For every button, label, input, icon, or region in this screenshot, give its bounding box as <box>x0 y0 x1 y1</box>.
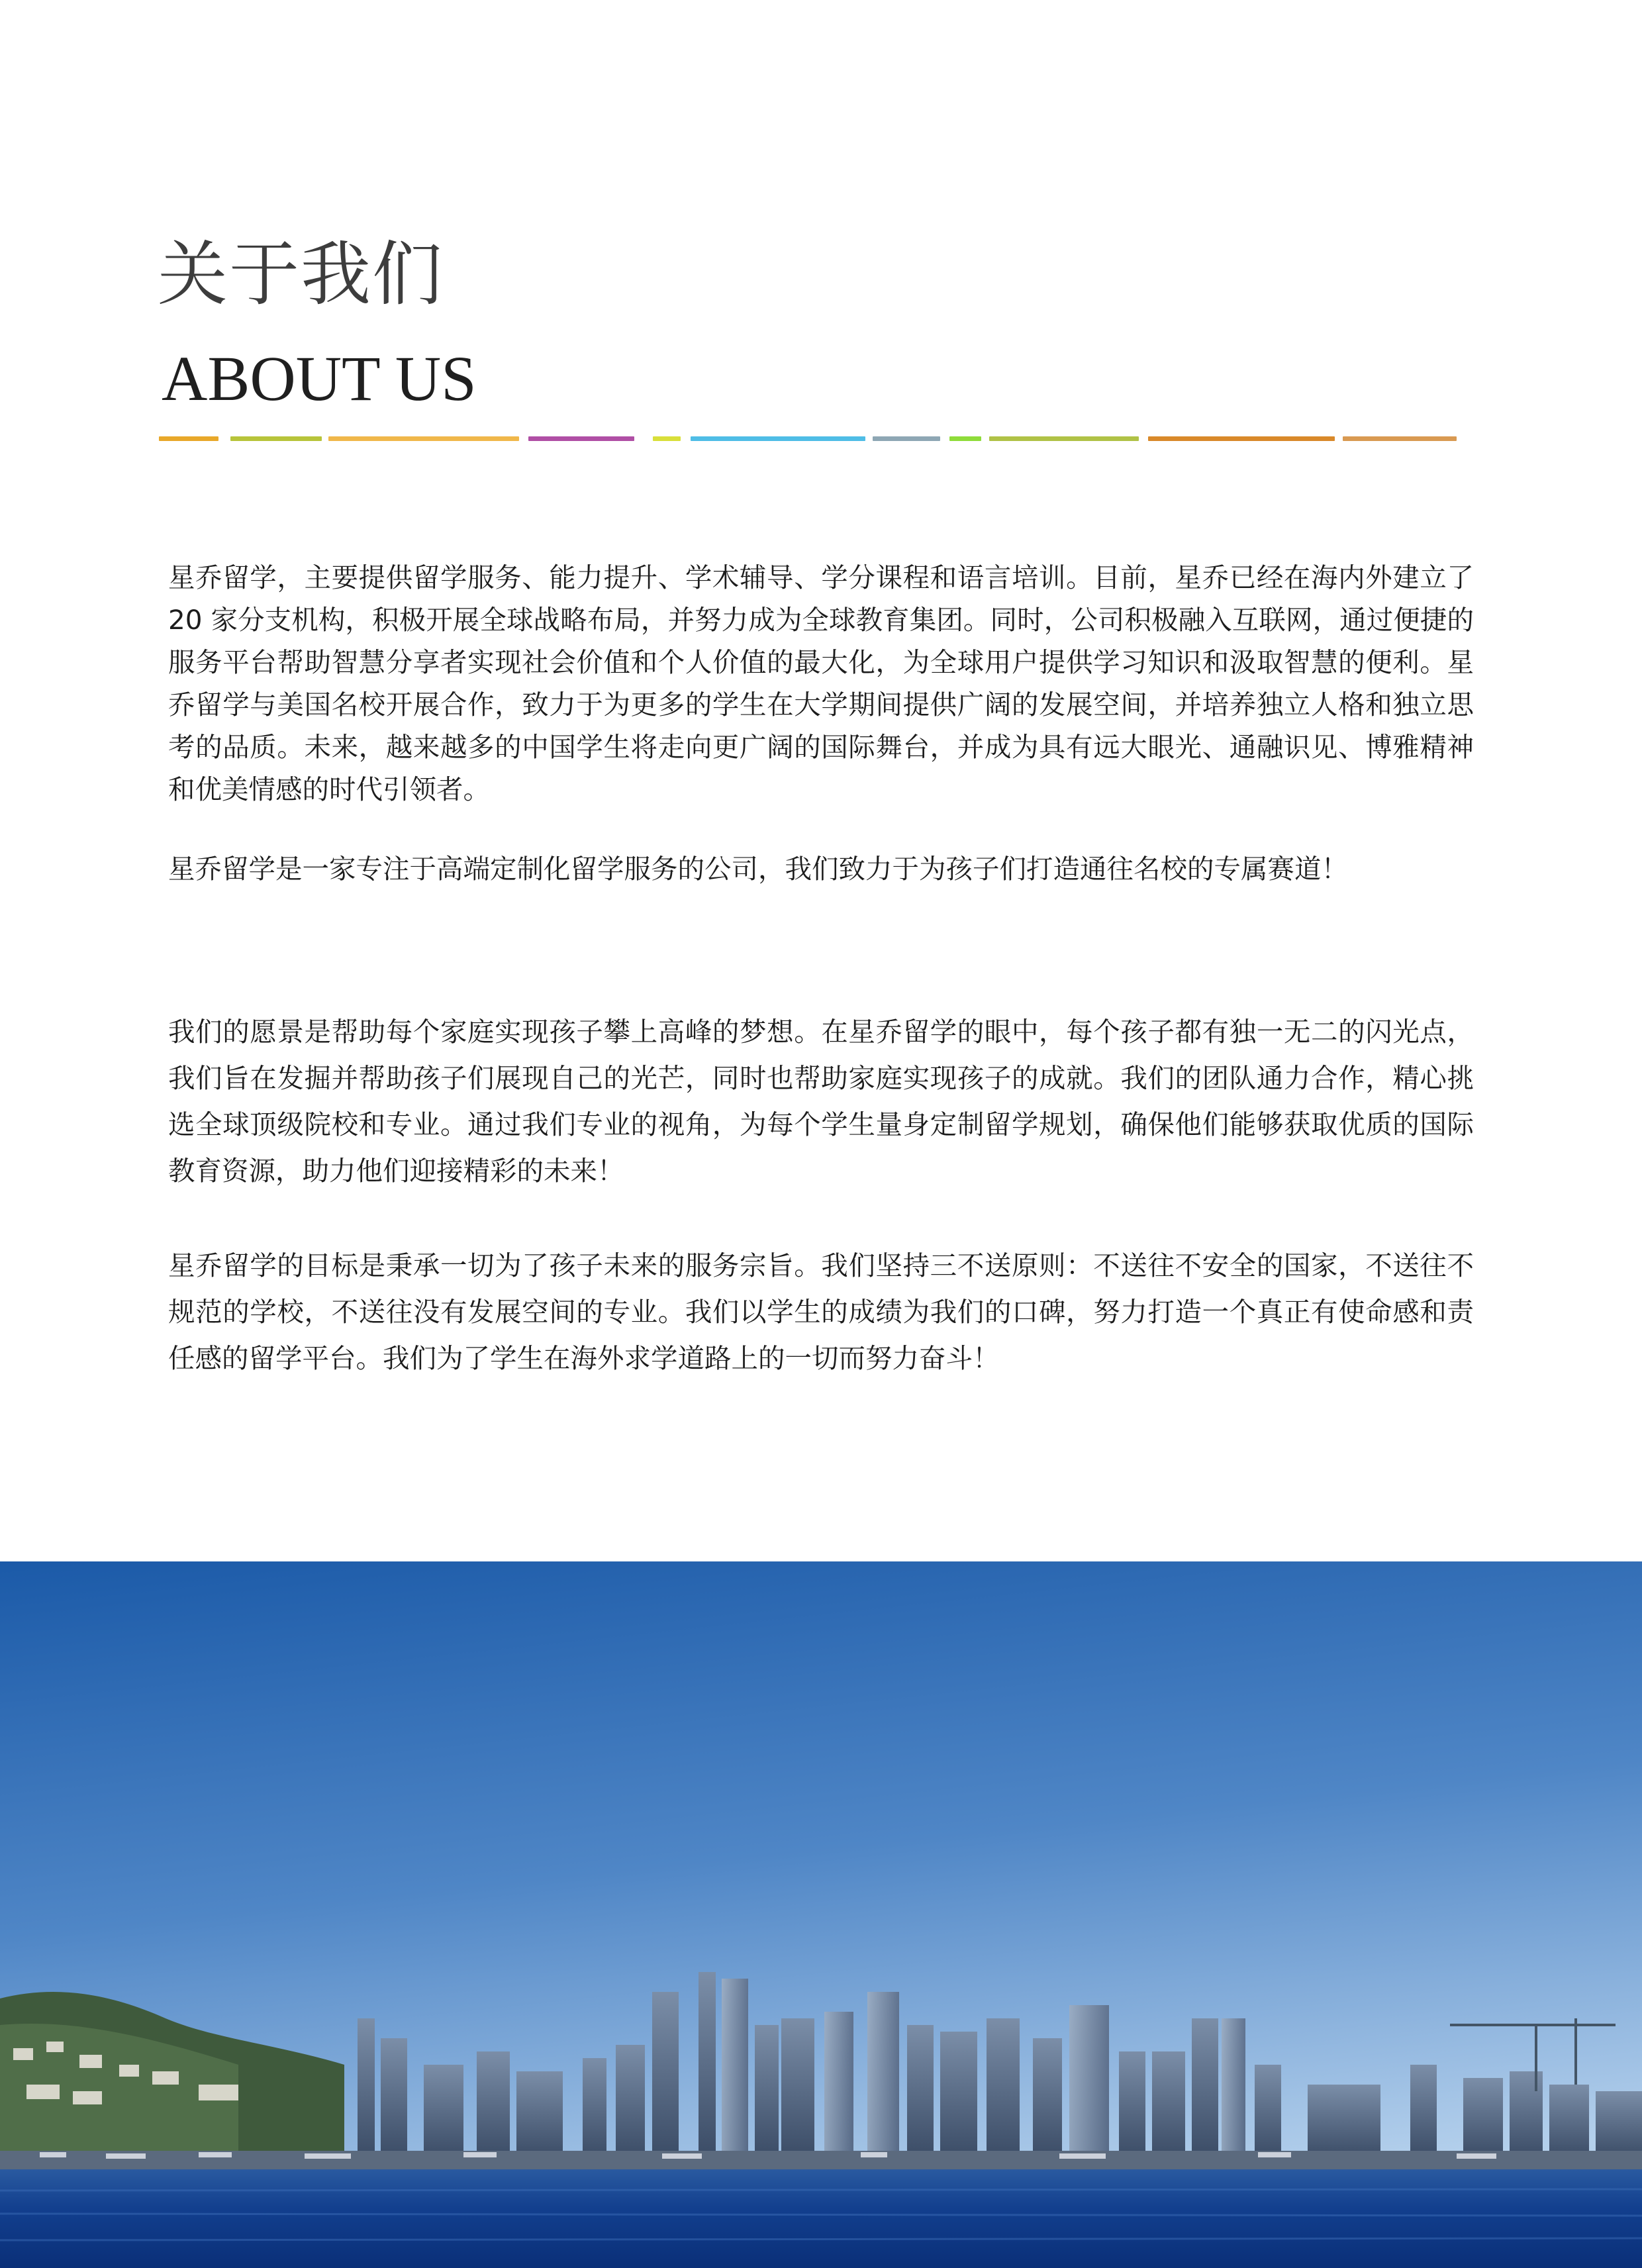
vision-paragraph: 我们的愿景是帮助每个家庭实现孩子攀上高峰的梦想。在星乔留学的眼中，每个孩子都有独一无二的闪光点，我们旨在发掘并帮助孩子们展现自己的光芒，同时也帮助家庭实现孩子的成就。我们的团队通力合作，精心挑选全球顶级院校和专业。通过我们专业的视角，为每个学生量身定制留学规划，确保他们能够获取优质的国际教育资源，助力他们迎接精彩的未来！ <box>168 1016 1474 1187</box>
page-title-cn: 关于我们 <box>158 234 444 315</box>
stripe-segment <box>691 436 865 441</box>
stripe-segment <box>949 436 981 441</box>
stripe-segment <box>159 436 218 441</box>
stripe-segment <box>528 436 634 441</box>
goal-paragraph: 星乔留学的目标是秉承一切为了孩子未来的服务宗旨。我们坚持三不送原则：不送往不安全的国家，不送往不规范的学校，不送往没有发展空间的专业。我们以学生的成绩为我们的口碑，努力打造一个真正有使命感和责任感的留学平台。我们为了学生在海外求学道路上的一切而努力奋斗！ <box>168 1250 1474 1374</box>
mission-paragraph: 星乔留学是一家专注于高端定制化留学服务的公司，我们致力于为孩子们打造通往名校的专属赛道！ <box>168 853 1348 885</box>
stripe-segment <box>989 436 1139 441</box>
stripe-segment <box>1343 436 1457 441</box>
stripe-segment <box>1148 436 1335 441</box>
page-title-en: ABOUT US <box>162 343 477 414</box>
stripe-segment <box>653 436 681 441</box>
intro-paragraph: 星乔留学，主要提供留学服务、能力提升、学术辅导、学分课程和语言培训。目前，星乔已经在海内外建立了 20 家分支机构，积极开展全球战略布局，并努力成为全球教育集团。同时，公司积极融入互联网，通过便捷的服务平台帮助智慧分享者实现社会价值和个人价值的最大化，为全球用户提供学习知识和汲取智慧的便利。星乔留学与美国名校开展合作，致力于为更多的学生在大学期间提供广阔的发展空间，并培养独立人格和独立思考的品质。未来，越来越多的中国学生将走向更广阔的国际舞台，并成为具有远大眼光、通融识见、博雅精神和优美情感的时代引领者。 <box>168 562 1474 805</box>
color-stripe-divider <box>0 436 1642 442</box>
stripe-segment <box>873 436 940 441</box>
stripe-segment <box>230 436 322 441</box>
stripe-segment <box>328 436 519 441</box>
city-skyline-photo <box>0 1561 1642 2268</box>
